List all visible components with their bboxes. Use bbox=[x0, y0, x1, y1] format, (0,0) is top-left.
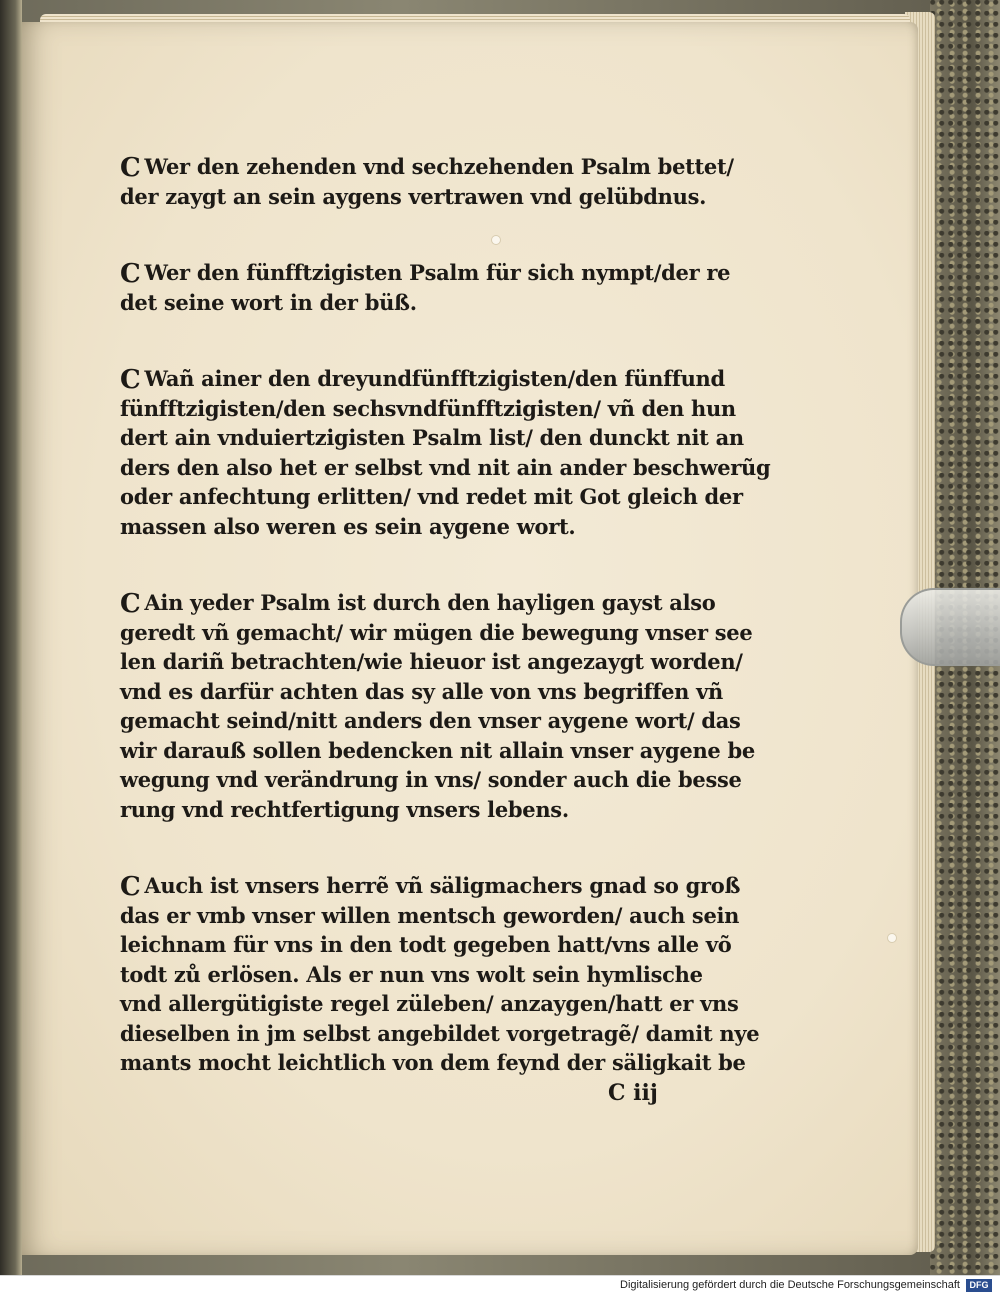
text-line: dieselben in jm selbst angebildet vorgetragẽ/ damit nye bbox=[120, 1020, 760, 1046]
text-line: gemacht seind/nitt anders den vnser aygene wort/ das bbox=[120, 708, 741, 733]
paragraph bbox=[120, 871, 770, 1078]
dfg-logo-icon: DFG bbox=[966, 1279, 992, 1292]
text-line: leichnam für vns in den todt gegeben hatt/vns alle võ bbox=[120, 932, 732, 957]
text-line: Wer den zehenden vnd sechzehenden Psalm bettet/ bbox=[144, 154, 734, 179]
text-line: fünfftzigisten/den sechsvndfünfftzigisten/ vñ den hun bbox=[120, 395, 736, 421]
paragraph-mark: C bbox=[120, 259, 141, 289]
book-spine bbox=[0, 0, 22, 1275]
text-line: Ain yeder Psalm ist durch den hayligen gayst also bbox=[144, 590, 716, 615]
paragraph-mark: C bbox=[120, 872, 141, 902]
text-line: ders den also het er selbst vnd nit ain ander beschwerũg bbox=[120, 454, 771, 480]
signature-mark: C iij bbox=[608, 1080, 658, 1106]
text-line: der zaygt an sein aygens vertrawen vnd gelübdnus. bbox=[120, 183, 707, 209]
text-line: Wer den fünfftzigisten Psalm für sich nympt/der re bbox=[144, 260, 731, 285]
text-line: oder anfechtung erlitten/ vnd redet mit Got gleich der bbox=[120, 484, 743, 509]
footer-credit: Digitalisierung gefördert durch die Deutsche Forschungsgemeinschaft bbox=[620, 1279, 960, 1291]
text-line: das er vmb vnser willen mentsch geworden/ auch sein bbox=[120, 902, 740, 928]
footer-bar bbox=[0, 1275, 1000, 1296]
paragraph bbox=[120, 588, 770, 824]
text-line: det seine wort in der büß. bbox=[120, 289, 417, 315]
page-hole bbox=[888, 934, 896, 942]
text-line: wir darauß sollen bedencken nit allain vnser aygene be bbox=[120, 737, 755, 763]
text-line: vnd allergütigiste regel züleben/ anzaygen/hatt er vns bbox=[120, 991, 739, 1016]
text-line: dert ain vnduiertzigisten Psalm list/ den dunckt nit an bbox=[120, 425, 744, 450]
paragraph-mark: C bbox=[120, 153, 141, 183]
text-line: wegung vnd verändrung in vns/ sonder auch die besse bbox=[120, 767, 742, 792]
text-line: vnd es darfür achten das sy alle von vns begriffen vñ bbox=[120, 678, 724, 704]
text-line: len dariñ betrachten/wie hieuor ist angezaygt worden/ bbox=[120, 649, 743, 674]
paragraph bbox=[120, 258, 770, 317]
page-clip bbox=[900, 588, 1000, 666]
paragraph-mark: C bbox=[120, 365, 141, 395]
text-line: todt zů erlösen. Als er nun vns wolt sein hymlische bbox=[120, 961, 703, 987]
text-line: rung vnd rechtfertigung vnsers lebens. bbox=[120, 796, 569, 822]
text-line: geredt vñ gemacht/ wir mügen die bewegung vnser see bbox=[120, 619, 753, 645]
paragraph bbox=[120, 364, 770, 541]
paragraph-mark: C bbox=[120, 589, 141, 619]
text-line: Auch ist vnsers herrẽ vñ säligmachers gnad so groß bbox=[144, 873, 741, 898]
text-line: Wañ ainer den dreyundfünfftzigisten/den fünffund bbox=[144, 366, 725, 391]
text-block bbox=[120, 152, 770, 1125]
text-line: mants mocht leichtlich von dem feynd der säligkait be bbox=[120, 1050, 746, 1075]
text-line: massen also weren es sein aygene wort. bbox=[120, 513, 576, 539]
paragraph bbox=[120, 152, 770, 211]
